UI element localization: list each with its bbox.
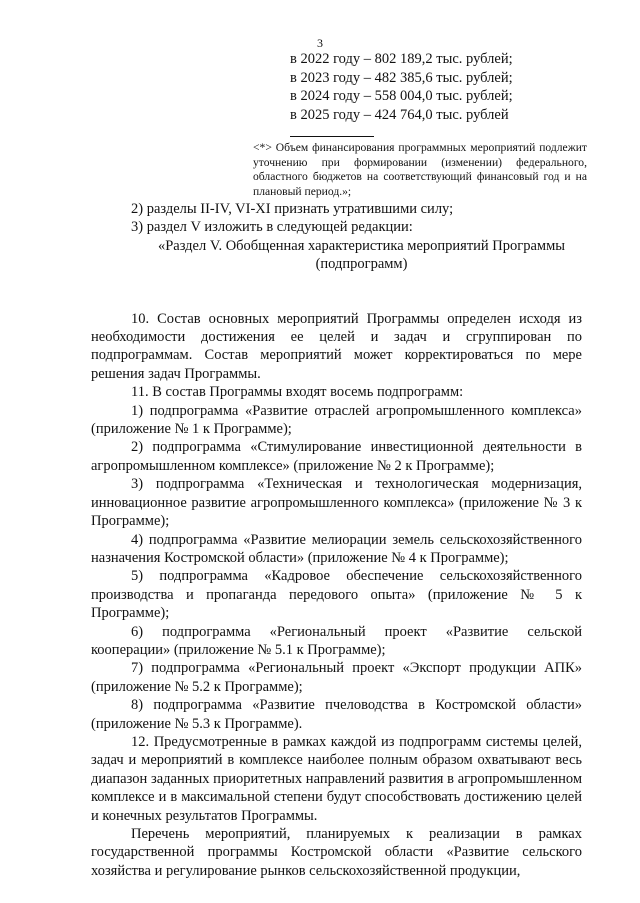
- funding-line-2022: в 2022 году – 802 189,2 тыс. рублей;: [290, 51, 513, 67]
- section-gap: [91, 274, 582, 310]
- section-title: «Раздел V. Обобщенная характеристика мероприятий Программы (подпрограмм): [157, 237, 566, 273]
- subprogram-item-4: 4) подпрограмма «Развитие мелиорации земель сельскохозяйственного назначения Костромской области» (приложение № 4 к Программе);: [91, 531, 582, 566]
- funding-line-2023: в 2023 году – 482 385,6 тыс. рублей;: [290, 69, 513, 86]
- paragraph-10: 10. Состав основных мероприятий Программы определен исходя из необходимости достижения ее целей и задач и сгруппирован по подпрограммам. Состав мероприятий может корректироваться по мере решения задач Программы.: [91, 310, 582, 382]
- paragraph-13: Перечень мероприятий, планируемых к реализации в рамках государственной программы Костромской области «Развитие сельского хозяйства и регулирование рынков сельскохозяйственной продукции,: [91, 826, 582, 879]
- subprogram-item-3: 3) подпрограмма «Техническая и технологическая модернизация, инновационное развитие агропромышленного комплекса» (приложение № 3 к Программе);: [91, 476, 582, 530]
- footnote-text: <*> Объем финансирования программных мероприятий подлежит уточнению при формировании (изменении) федерального, областного бюджетов на соответствующий финансовый год и на плановый период.»;: [253, 141, 587, 199]
- subprogram-item-5: 5) подпрограмма «Кадровое обеспечение сельскохозяйственного производства и пропаганда передового опыта» (приложение № 5 к Программе);: [91, 568, 582, 622]
- subprogram-item-2: 2) подпрограмма «Стимулирование инвестиционной деятельности в агропромышленном комплексе» (приложение № 2 к Программе);: [91, 439, 582, 474]
- footnote-separator: [290, 136, 374, 137]
- subprogram-item-8: 8) подпрограмма «Развитие пчеловодства в Костромской области» (приложение № 5.3 к Программе).: [91, 697, 582, 732]
- funding-line-2024: в 2024 году – 558 004,0 тыс. рублей;: [290, 88, 513, 105]
- subprogram-item-6: 6) подпрограмма «Региональный проект «Развитие сельской кооперации» (приложение № 5.1 к Программе);: [91, 623, 582, 658]
- document-body: [91, 200, 582, 880]
- page-number: 3: [317, 36, 323, 50]
- amendment-item-3: 3) раздел V изложить в следующей редакции:: [131, 219, 413, 236]
- subprogram-item-1: 1) подпрограмма «Развитие отраслей агропромышленного комплекса» (приложение № 1 к Программе);: [91, 402, 582, 438]
- amendment-item-2: 2) разделы II-IV, VI-XI признать утратившими силу;: [131, 201, 454, 217]
- funding-list: [290, 50, 513, 124]
- funding-line-2025: в 2025 году – 424 764,0 тыс. рублей: [290, 106, 509, 123]
- paragraph-11: 11. В состав Программы входят восемь подпрограмм:: [131, 384, 464, 401]
- paragraph-12: 12. Предусмотренные в рамках каждой из подпрограмм системы целей, задач и мероприятий в комплексе наиболее полным образом охватывают весь диапазон заданных приоритетных направлений развития в агропромышленном комплексе и в максимальной степени будут способствовать достижению целей и конечных результатов Программы.: [91, 733, 582, 824]
- subprogram-item-7: 7) подпрограмма «Региональный проект «Экспорт продукции АПК» (приложение № 5.2 к Программе);: [91, 660, 582, 695]
